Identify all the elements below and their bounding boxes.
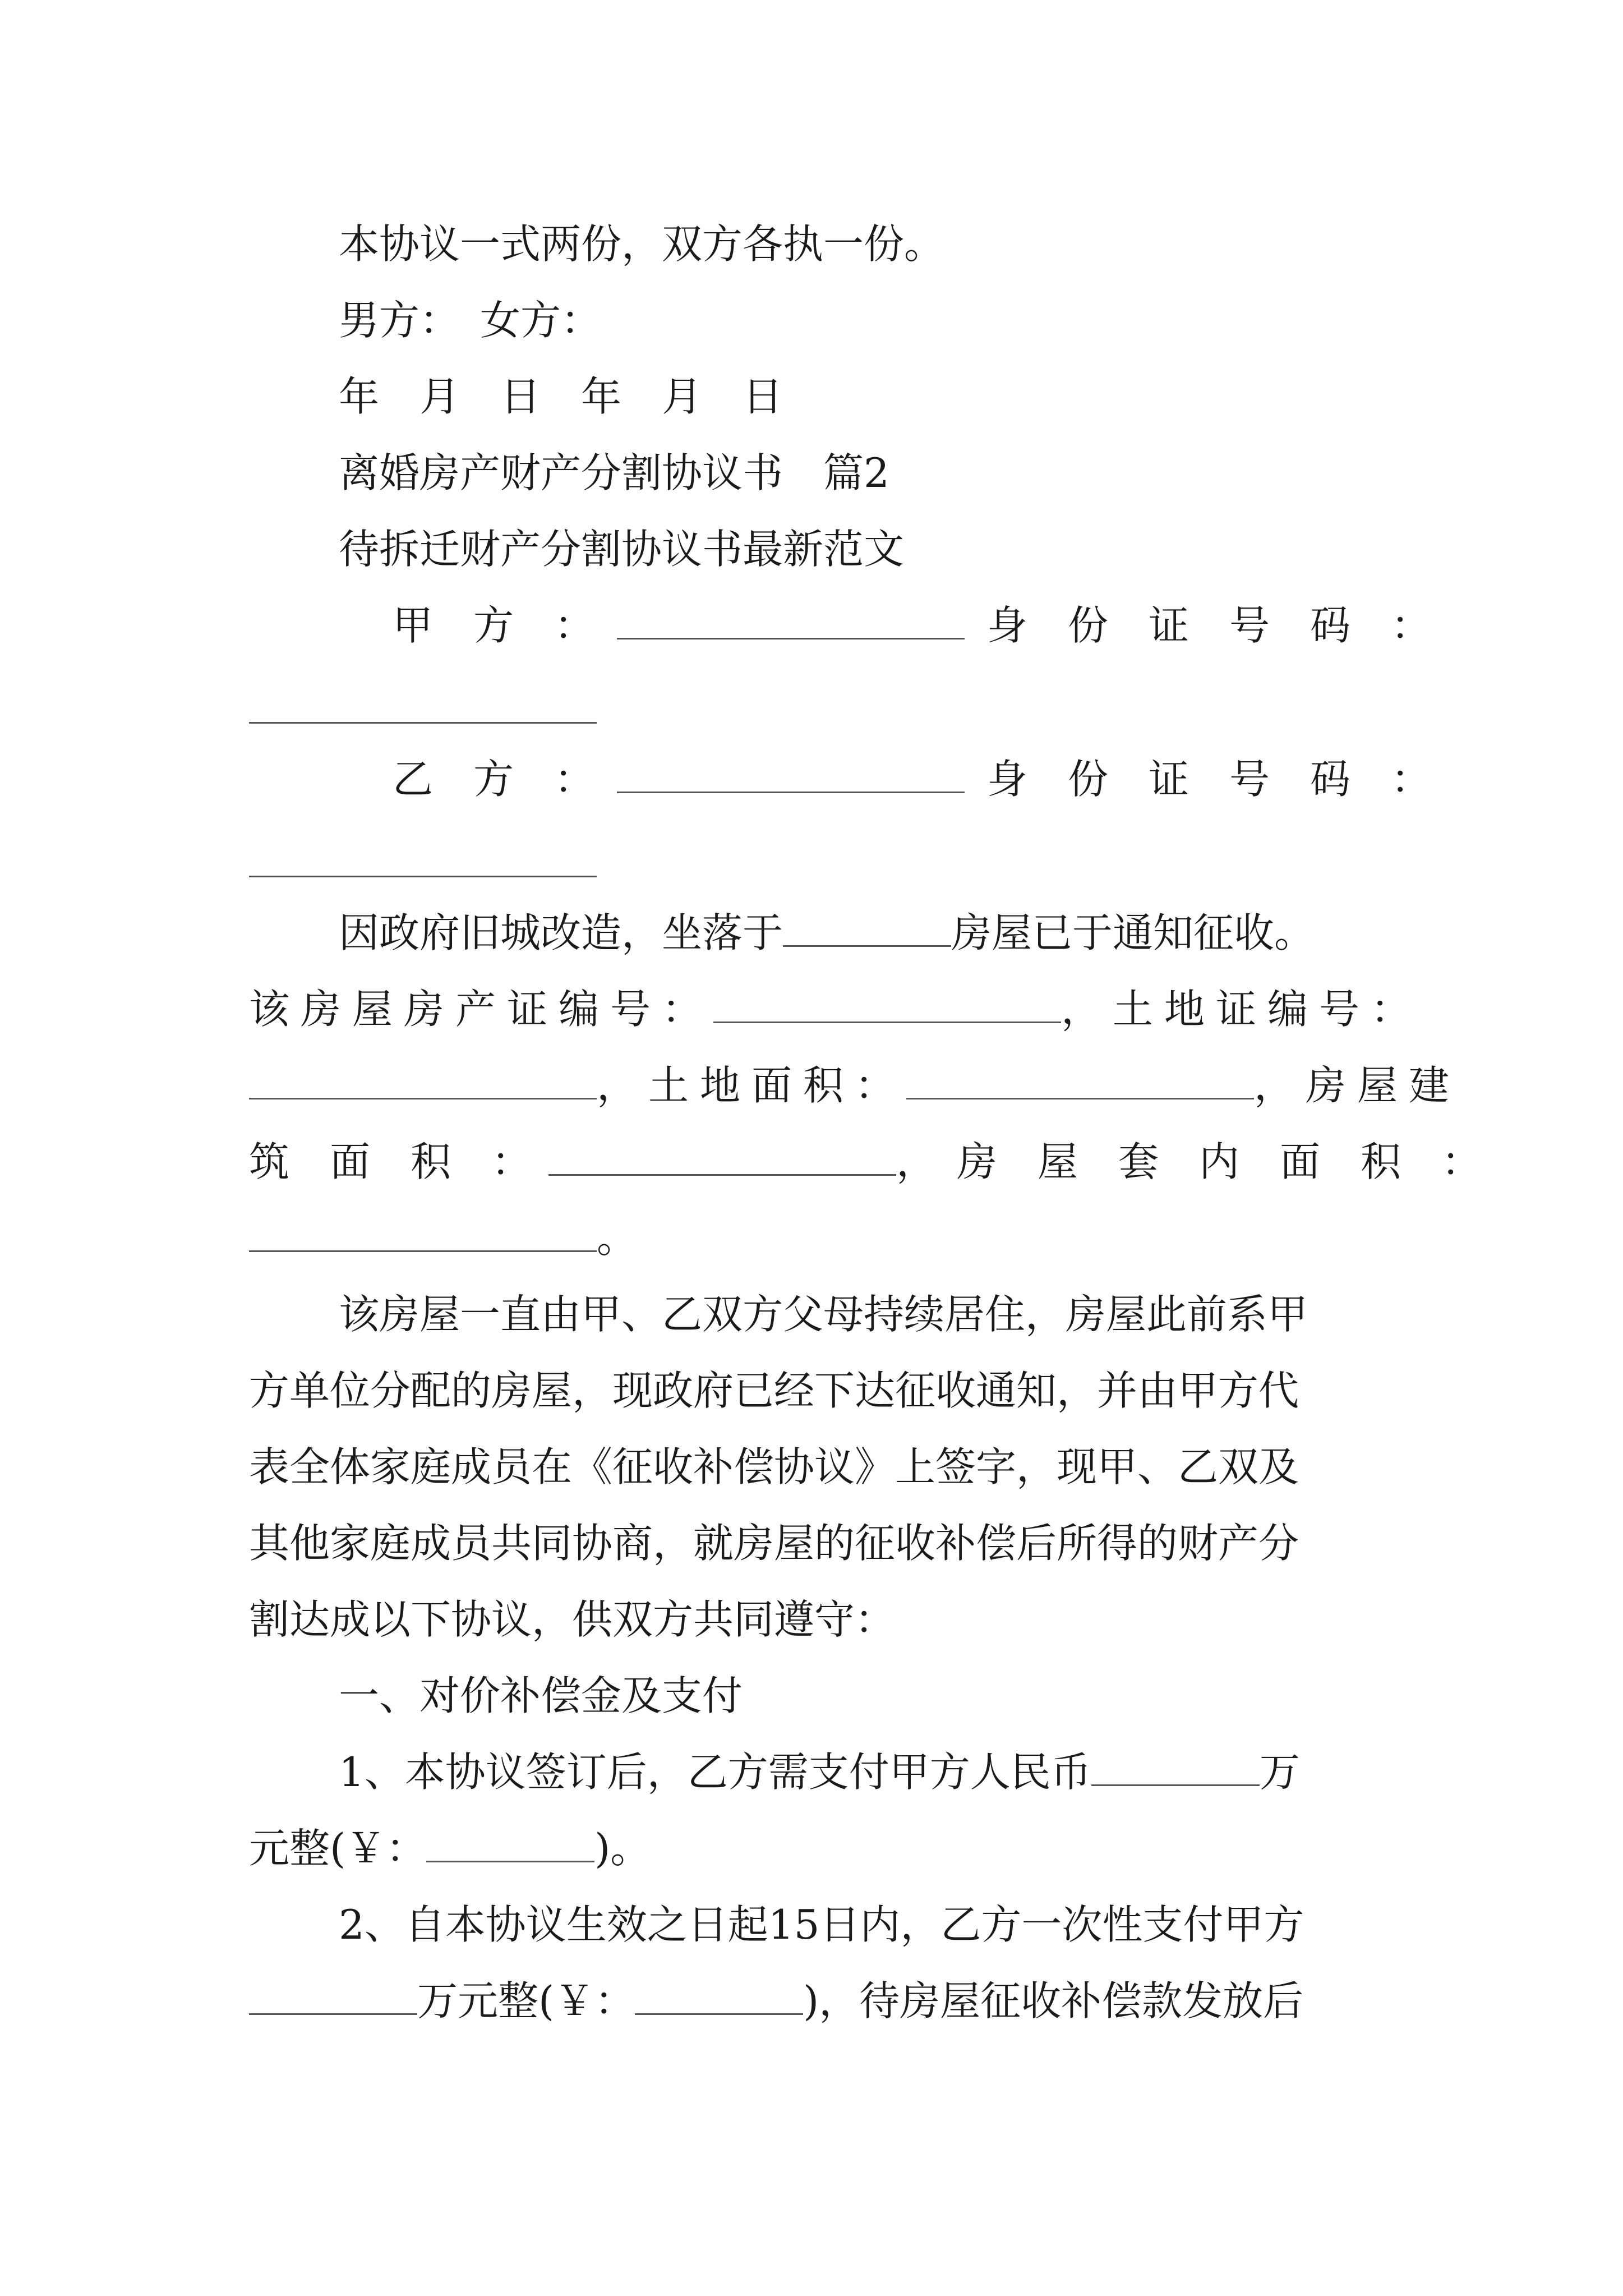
section-title-part-2: 离婚房产财产分割协议书 篇2 (339, 449, 889, 496)
party-b-label: 乙 方 ： (393, 756, 595, 803)
land-area-blank (906, 1063, 1254, 1099)
payment-amount-blank (1091, 1750, 1260, 1786)
paragraph-1-line-2: 该房屋房产证编号： ，土地证编号： (249, 986, 1423, 1033)
party-a-name-blank (617, 603, 965, 639)
party-b-name-blank (617, 757, 965, 793)
copies-clause: 本协议一式两份，双方各执一份。 (339, 220, 945, 268)
clause-1-line-1: 1、本协议签订后，乙方需支付甲方人民币 万 (339, 1749, 1300, 1796)
land-cert-blank (249, 1063, 597, 1099)
paragraph-2-line-3: 表全体家庭成员在《征收补偿协议》上签字，现甲、乙双及 (249, 1443, 1299, 1490)
paragraph-1-line-1: 因政府旧城改造，坐落于 房屋已于通知征收。 (339, 909, 1315, 956)
inner-area-blank (249, 1216, 597, 1252)
clause-2-line-1: 2、自本协议生效之日起15日内，乙方一次性支付甲方 (339, 1901, 1304, 1948)
clause-1-line-2: 元整(￥： )。 (249, 1825, 651, 1872)
party-a-id-blank (249, 721, 597, 724)
party-a-line (0, 595, 1623, 656)
paragraph-2-line-4: 其他家庭成员共同协商，就房屋的征收补偿后所得的财产分 (249, 1520, 1299, 1567)
paragraph-1-line-3: ，土地面积： ，房屋建 (0, 1055, 1623, 1116)
party-b-id-label: 身 份 证 号 码 ： (987, 756, 1432, 803)
paragraph-2-line-1: 该房屋一直由甲、乙双方父母持续居住，房屋此前系甲 (339, 1291, 1308, 1338)
signature-parties: 男方： 女方： (339, 297, 602, 344)
party-a-id-label: 身 份 证 号 码 ： (987, 602, 1432, 649)
location-blank (783, 910, 951, 947)
clause-2-line-2: 万元整(￥： )，待房屋征收补偿款发放后 (0, 1970, 1623, 2032)
lump-sum-blank (249, 1978, 417, 2015)
paragraph-1-line-4: 筑 面 积 ： ， 房 屋 套 内 面 积 ： (249, 1138, 1482, 1185)
paragraph-2-line-5: 割达成以下协议，供双方共同遵守： (249, 1596, 896, 1643)
party-a-label: 甲 方 ： (393, 602, 595, 649)
section-heading-1: 一、对价补偿金及支付 (339, 1672, 743, 1719)
signature-dates: 年 月 日 年 月 日 (339, 373, 783, 420)
paragraph-2-line-2: 方单位分配的房屋，现政府已经下达征收通知，并由甲方代 (249, 1367, 1299, 1414)
lump-sum-figure-blank (635, 1978, 803, 2015)
party-b-id-blank (249, 875, 597, 877)
payment-figure-blank (426, 1826, 594, 1862)
paragraph-1-line-5: 。 (0, 1207, 1623, 1269)
property-cert-blank (713, 987, 1061, 1023)
building-area-blank (548, 1139, 896, 1176)
document-title: 待拆迁财产分割协议书最新范文 (339, 526, 905, 573)
party-b-line (0, 748, 1623, 810)
